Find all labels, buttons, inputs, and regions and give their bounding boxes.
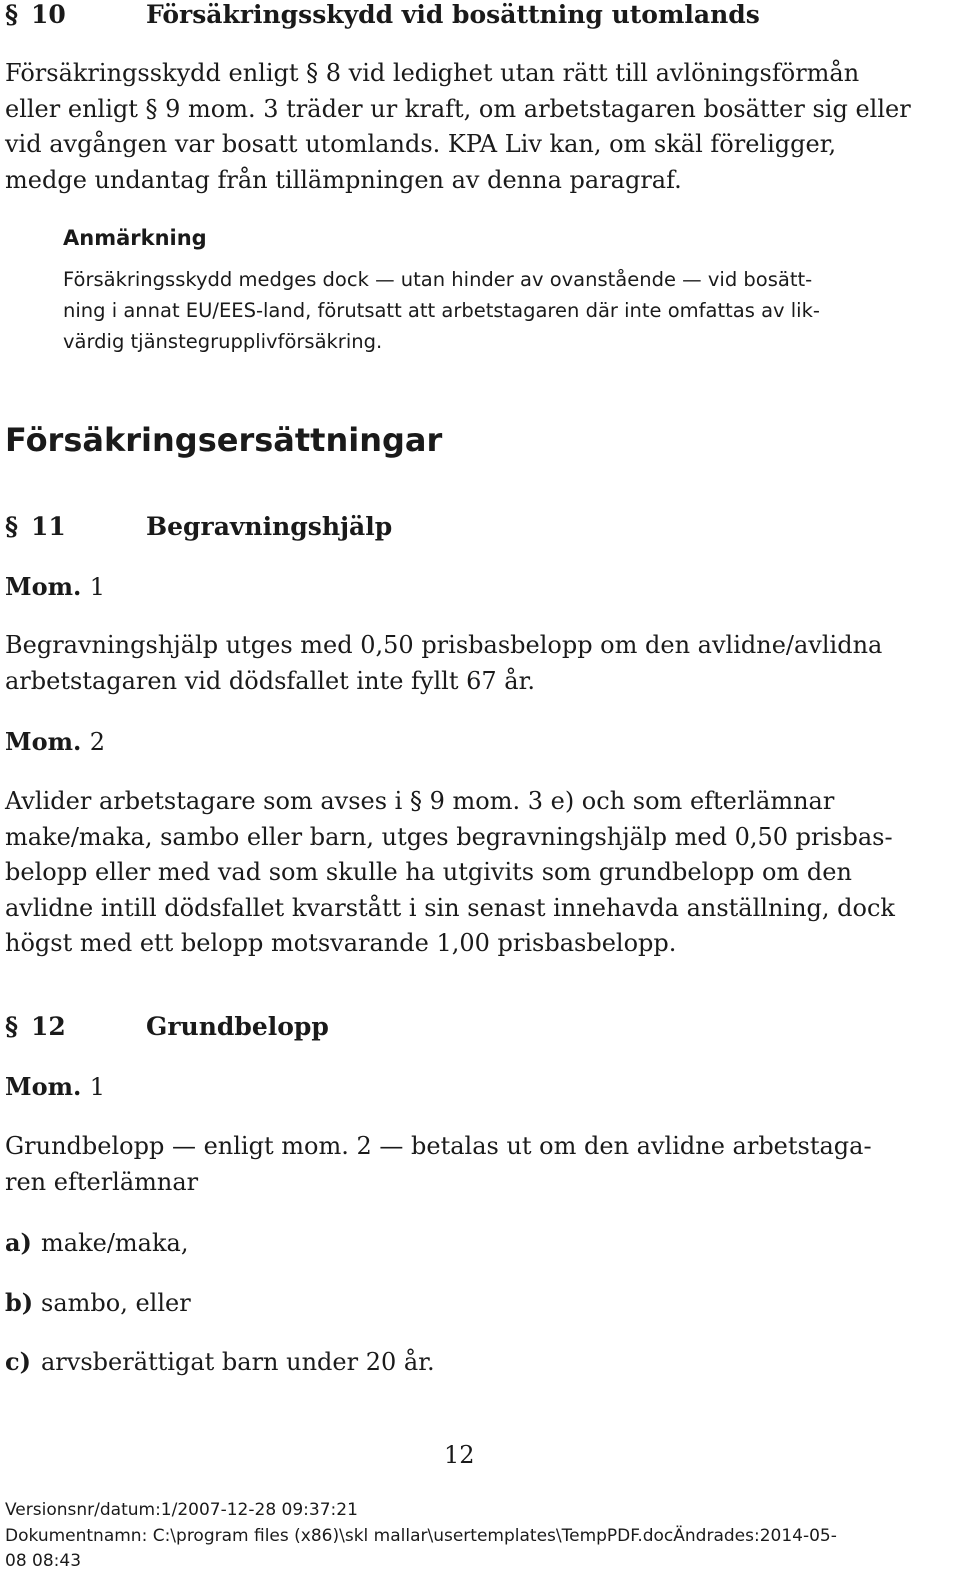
list-text: sambo, eller [41,1289,191,1317]
section-title: Försäkringsskydd vid bosättning utomlands [146,0,760,29]
mom-heading [5,572,105,602]
mom-label: Mom. [5,727,82,756]
list-item [5,1228,188,1258]
paragraph-line: Avlider arbetstagare som avses i § 9 mom. 3 e) och som efterlämnar [5,787,835,815]
note-paragraph [63,264,943,357]
list-letter: b) [5,1288,34,1317]
footer-document-name-continued: 08 08:43 [5,1551,82,1571]
note-line: ning i annat EU/EES-land, förutsatt att arbetstagaren där inte omfattas av lik- [63,299,820,322]
paragraph-line: make/maka, sambo eller barn, utges begravningshjälp med 0,50 prisbas- [5,822,893,851]
section-11-mom1-paragraph [5,628,950,699]
mom-number: 1 [89,1073,105,1101]
footer-version: Versionsnr/datum:1/2007-12-28 09:37:21 [5,1500,358,1520]
section-12-heading [5,1012,905,1042]
list-letter: c) [5,1347,31,1376]
paragraph-line: arbetstagaren vid dödsfallet inte fyllt 67 år. [5,666,536,695]
footer-document-name: Dokumentnamn: C:\program files (x86)\skl mallar\usertemplates\TempPDF.docÄndrades:2014-05- [5,1526,837,1546]
list-item [5,1288,191,1318]
section-number: 12 [31,1012,66,1041]
paragraph-line: eller enligt § 9 mom. 3 träder ur kraft, om arbetstagaren bosätter sig eller [5,94,911,123]
list-item [5,1347,435,1377]
note-line: Försäkringsskydd medges dock — utan hinder av ovanstående — vid bosätt- [63,268,813,291]
mom-heading [5,1072,105,1102]
list-letter: a) [5,1228,32,1257]
list-text: arvsberättigat barn under 20 år. [41,1348,435,1376]
section-title: Begravningshjälp [146,512,393,541]
mom-number: 2 [89,728,105,756]
section-number: 10 [31,0,66,29]
mom-label: Mom. [5,1072,82,1101]
paragraph-line: Grundbelopp — enligt mom. 2 — betalas ut om den avlidne arbetstaga- [5,1132,872,1160]
section-11-heading [5,512,905,542]
section-10-heading [5,0,905,30]
section-12-mom1-paragraph [5,1129,950,1200]
paragraph-line: vid avgången var bosatt utomlands. KPA Liv kan, om skäl föreligger, [5,130,837,158]
section-number: 11 [31,512,66,541]
chapter-heading: Försäkringsersättningar [5,421,443,459]
mom-heading [5,727,105,757]
note-heading: Anmärkning [63,226,207,250]
section-sign: § [5,0,19,29]
paragraph-line: ren efterlämnar [5,1167,199,1196]
paragraph-line: Begravningshjälp utges med 0,50 prisbasbelopp om den avlidne/avlidna [5,631,883,659]
section-title: Grundbelopp [146,1012,329,1041]
section-10-paragraph [5,56,950,198]
paragraph-line: belopp eller med vad som skulle ha utgivits som grundbelopp om den [5,858,852,886]
section-11-mom2-paragraph [5,784,950,962]
page-number: 12 [444,1441,475,1469]
paragraph-line: avlidne intill dödsfallet kvarstått i sin senast innehavda anställning, dock [5,893,895,922]
mom-label: Mom. [5,572,82,601]
paragraph-line: högst med ett belopp motsvarande 1,00 prisbasbelopp. [5,929,677,957]
paragraph-line: medge undantag från tillämpningen av denna paragraf. [5,165,682,194]
mom-number: 1 [89,573,105,601]
section-sign: § [5,1012,19,1041]
list-text: make/maka, [41,1229,189,1257]
paragraph-line: Försäkringsskydd enligt § 8 vid ledighet utan rätt till avlöningsförmån [5,59,860,87]
note-line: värdig tjänstegrupplivförsäkring. [63,330,383,353]
section-sign: § [5,512,19,541]
